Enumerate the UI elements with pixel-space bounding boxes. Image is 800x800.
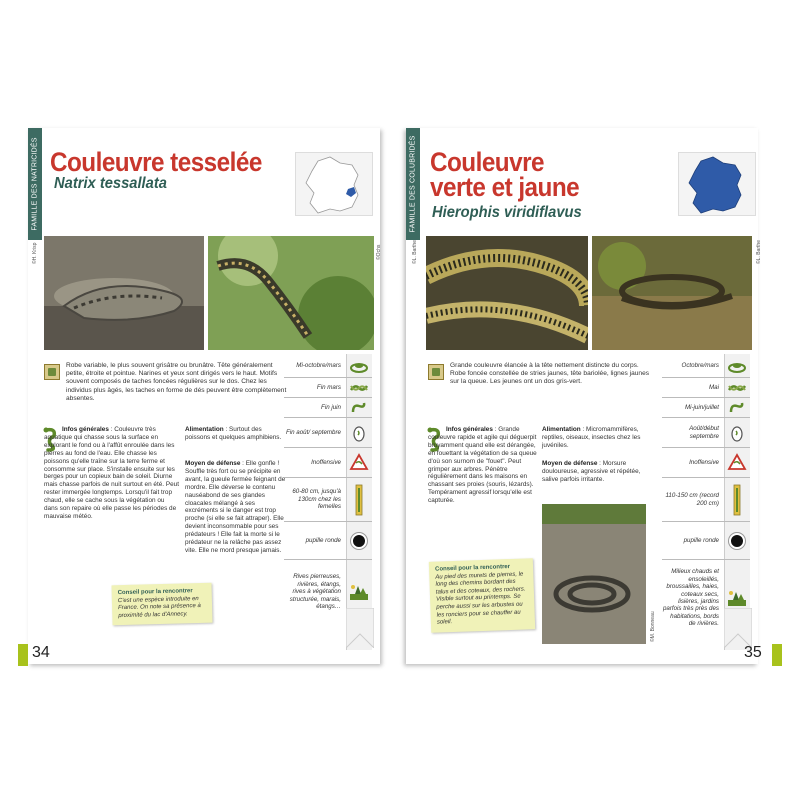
photo-credit: ©M. Bonneau bbox=[650, 611, 656, 642]
infos-generales: Infos générales : Couleuvre très aquatique qui chasse sous la surface en explorant le fond ou à l'affût enroulée dans les pierres au fond de l'eau. Elle chasse les poissons qu'elle traîne sur la terre ferme et consomme sur place. S'installe ensuite sur les berges pour un copieux bain de soleil. Diurne mais chasse parfois de nuit surtout en été. Peut rester immergée longtemps. Lorsqu'il fait trop chaud, elle se cache sous la végétation ou dans son repaire où elle passe les périodes de mauvaise météo. bbox=[44, 426, 179, 520]
right-page bbox=[406, 128, 762, 664]
side-row: Octobre/mars bbox=[662, 354, 750, 378]
side-row: Mi-octobre/mars bbox=[284, 354, 372, 378]
ruler-icon bbox=[354, 484, 364, 516]
moyen-de-defense: Moyen de défense : Elle gonfle ! Souffle très fort ou se précipite en avant, la gueule fermée feignant de mordre. Elle déverse le contenu nauséabond de ses glandes cloacales mélangé à ses excréments si le danger est trop proche (si elle se fait attraper). Elle devient inconsommable pour ses prédateurs ! Elle fait la morte si le prédateur ne la relâche pas assez vite. Elle ne mord presque jamais. bbox=[185, 460, 286, 554]
tip-box: Conseil pour la rencontrer C'est une espèce introduite en France. On note sa présence à proximité du lac d'Annecy. bbox=[111, 583, 212, 626]
egg-icon bbox=[352, 424, 366, 442]
page-number: 35 bbox=[744, 644, 762, 661]
ruler-icon bbox=[732, 484, 742, 516]
photo-credit: ©H. Krisp bbox=[32, 242, 38, 264]
danger-icon bbox=[349, 453, 369, 473]
side-row: Inoffensive bbox=[662, 448, 750, 478]
page-bar bbox=[772, 644, 782, 666]
photo-1 bbox=[44, 236, 204, 350]
side-row: Août/début septembre bbox=[662, 418, 750, 448]
coiled-snake-icon bbox=[727, 359, 747, 373]
side-row: Fin juin bbox=[284, 398, 372, 418]
photo-2 bbox=[592, 236, 752, 350]
photo-credit: ©Ochs bbox=[376, 244, 382, 260]
intro-text: Robe variable, le plus souvent grisâtre ou brunâtre. Tête généralement petite, étroite et pointue. Narines et yeux sont dirigés vers le haut. Motifs souvent composés de taches foncées régulières sur le dos. Chez les individus plus âgés, les taches en forme de dés peuvent être complètement absentes. bbox=[66, 362, 287, 402]
snake-icon bbox=[728, 401, 746, 415]
habitat-icon bbox=[428, 364, 444, 380]
family-tab: FAMILLE DES COLUBRIDÉS bbox=[406, 128, 420, 240]
side-column-arrow bbox=[724, 608, 752, 648]
mating-snakes-icon bbox=[727, 382, 747, 394]
landscape-icon bbox=[349, 582, 369, 602]
side-row: Fin mars bbox=[284, 378, 372, 398]
page-bar bbox=[18, 644, 28, 666]
pupil-icon bbox=[729, 533, 745, 549]
side-row: Inoffensive bbox=[284, 448, 372, 478]
species-title: Couleuvre verte et jaune bbox=[430, 147, 580, 202]
alimentation: Alimentation : Surtout des poissons et quelques amphibiens. bbox=[185, 426, 282, 441]
side-row: Milieux chauds et ensoleillés, broussailles, haies, coteaux secs, lisières, jardins parfois très près des habitations, bords de rivières. bbox=[662, 560, 750, 636]
pupil-icon bbox=[351, 533, 367, 549]
page-number: 34 bbox=[32, 644, 50, 661]
side-row: Rives pierreuses, rivières, étangs, rives à végétation structurée, marais, étangs… bbox=[284, 560, 372, 624]
side-column-arrow bbox=[346, 608, 374, 648]
latin-name: Natrix tessallata bbox=[54, 175, 167, 192]
intro-text: Grande couleuvre élancée à la tête nettement distincte du corps. Robe foncée constellée de stries jaunes, tête bariolée, lignes jaunes sur la queue. Les jeunes ont un dos gris-vert. bbox=[450, 362, 650, 386]
alimentation: Alimentation : Micromammifères, reptiles, oiseaux, insectes chez les juvéniles. bbox=[542, 426, 641, 449]
photo-2 bbox=[208, 236, 374, 350]
side-row: pupille ronde bbox=[284, 522, 372, 560]
tip-box: Conseil pour la rencontrer Au pied des murets de pierres, le long des chemins bordant des talus et des coteaux, des rochers. Visible surtout au printemps. Se perche aussi sur les arbustes ou les ronciers pour se chauffer au soleil. bbox=[429, 558, 535, 632]
coiled-snake-icon bbox=[349, 359, 369, 373]
france-map-icon bbox=[679, 153, 756, 216]
egg-icon bbox=[730, 424, 744, 442]
side-row: pupille ronde bbox=[662, 522, 750, 560]
side-row: 110-150 cm (record 200 cm) bbox=[662, 478, 750, 522]
left-page bbox=[28, 128, 380, 664]
photo-credit: ©L. Barthe bbox=[756, 240, 762, 264]
moyen-de-defense: Moyen de défense : Morsure douloureuse, agressive et répétée, salive parfois irritante. bbox=[542, 460, 641, 483]
photo-credit: ©L. Barthe bbox=[412, 240, 418, 264]
family-tab: FAMILLE DES NATRICIDÉS bbox=[28, 128, 42, 240]
species-title: Couleuvre tesselée bbox=[50, 147, 262, 177]
side-row: Mi-juin/juillet bbox=[662, 398, 750, 418]
danger-icon bbox=[727, 453, 747, 473]
snake-icon bbox=[350, 401, 368, 415]
latin-name: Hierophis viridiflavus bbox=[432, 204, 582, 221]
side-row: 60-80 cm, jusqu'à 130cm chez les femelles bbox=[284, 478, 372, 522]
photo-1 bbox=[426, 236, 588, 350]
photo-3 bbox=[542, 504, 646, 644]
landscape-icon bbox=[727, 588, 747, 608]
range-map bbox=[678, 152, 756, 216]
mating-snakes-icon bbox=[349, 382, 369, 394]
infos-generales: Infos générales : Grande couleuvre rapide et agile qui déguerpit bruyamment quand elle est dérangée, en fouettant la végétation de sa queue d'où son surnom de "fouet". Peut grimper aux arbres. Pénètre régulièrement dans les maisons en chassant ses proies (souris, lézards). Tempérament agressif lorsqu'elle est capturée. bbox=[428, 426, 537, 505]
range-map bbox=[295, 152, 373, 216]
france-map-icon bbox=[296, 153, 373, 216]
side-row: Fin août/ septembre bbox=[284, 418, 372, 448]
habitat-icon bbox=[44, 364, 60, 380]
side-row: Mai bbox=[662, 378, 750, 398]
